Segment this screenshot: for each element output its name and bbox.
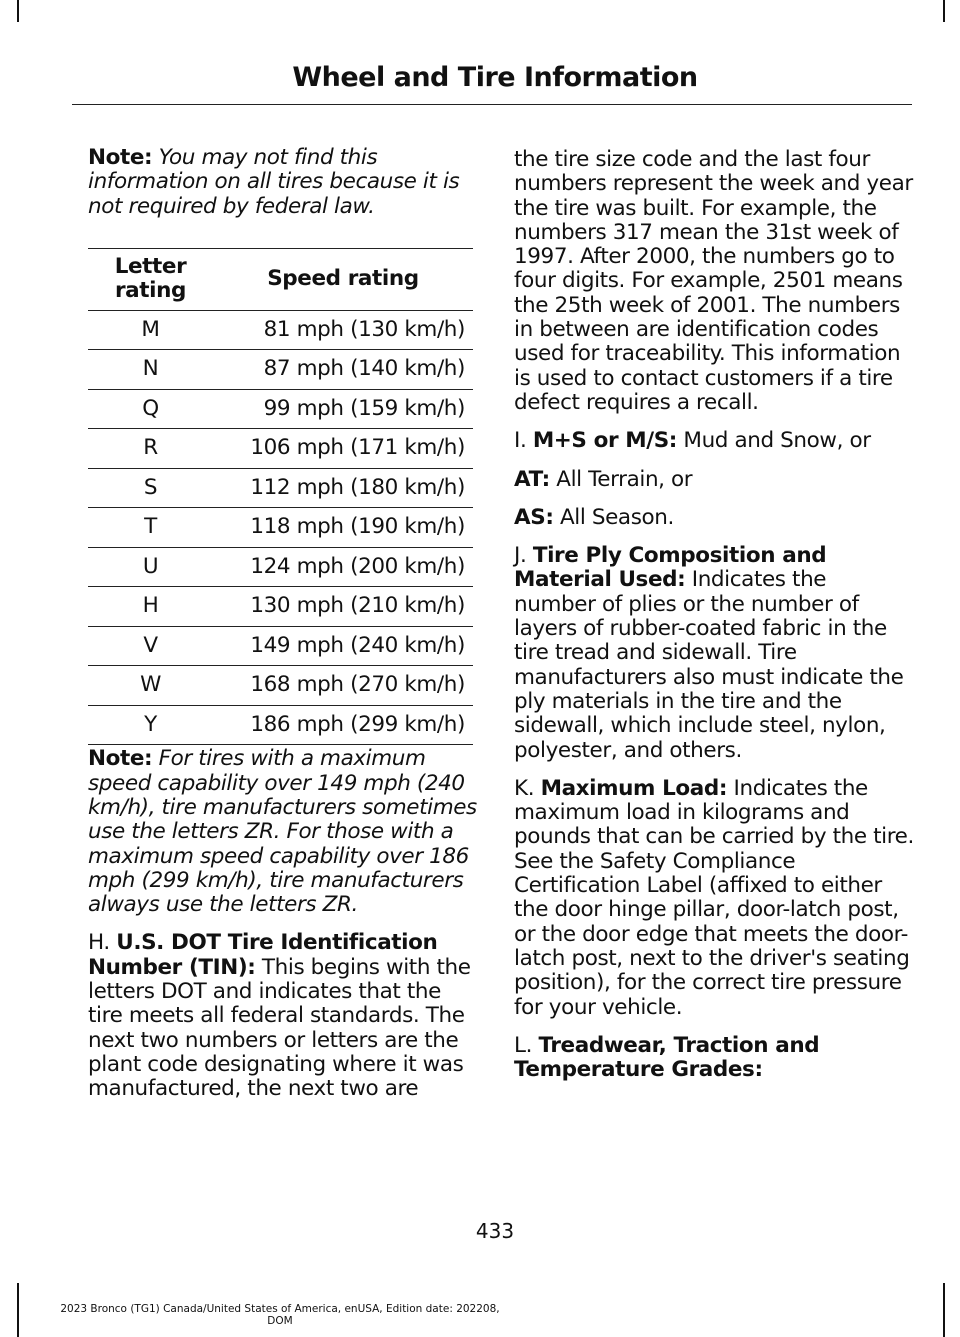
speed-cell: 99 mph (159 km/h) [213, 389, 473, 429]
speed-cell: 81 mph (130 km/h) [213, 310, 473, 350]
page-title: Wheel and Tire Information [292, 62, 698, 93]
letter-cell: U [88, 547, 213, 587]
note-text: You may not find this information on all tires because it is not required by federal law. [88, 145, 460, 219]
table-row [88, 508, 473, 548]
speed-cell: 168 mph (270 km/h) [213, 666, 473, 706]
letter-cell: W [88, 666, 213, 706]
note-zr-rating [88, 747, 480, 917]
section-text: This begins with the letters DOT and indicates that the tire meets all federal standards. The next two numbers or letters are the plant code designating where it was manufactured, the next two are [88, 954, 471, 1102]
section-h-tin [88, 931, 480, 1101]
section-k-load [514, 777, 914, 1020]
speed-cell: 149 mph (240 km/h) [213, 626, 473, 666]
table-header-row [88, 248, 473, 310]
edition-footer: 2023 Bronco (TG1) Canada/United States of America, enUSA, Edition date: 202208, DOM [60, 1303, 500, 1327]
section-j-ply [514, 544, 914, 763]
table-row [88, 547, 473, 587]
note-label: Note: [88, 746, 153, 772]
speed-rating-header: Speed rating [213, 248, 473, 310]
crop-mark-bottom-left [17, 1283, 19, 1337]
section-as [514, 506, 914, 530]
title-divider [72, 104, 912, 105]
section-i-ms [514, 429, 914, 453]
speed-cell: 112 mph (180 km/h) [213, 468, 473, 508]
table-row [88, 626, 473, 666]
speed-cell: 124 mph (200 km/h) [213, 547, 473, 587]
section-term: Maximum Load: [540, 775, 728, 801]
table-row [88, 587, 473, 627]
note-text: For tires with a maximum speed capability over 149 mph (240 km/h), tire manufacturers sometimes use the letters ZR. For those with a maximum speed capability over 186 mph (299 km/h), tire manufacturers always use the letters ZR. [88, 746, 477, 918]
section-letter: H. [88, 930, 117, 956]
table-row [88, 350, 473, 390]
section-letter: I. [514, 428, 533, 454]
section-term: U.S. DOT Tire Identification Number (TIN): [88, 930, 438, 980]
crop-mark-top-left [17, 0, 19, 22]
section-letter: L. [514, 1032, 539, 1058]
section-letter: K. [514, 775, 541, 801]
section-at [514, 468, 914, 492]
section-term: Tire Ply Composition and Material Used: [514, 543, 827, 593]
speed-cell: 106 mph (171 km/h) [213, 429, 473, 469]
letter-cell: H [88, 587, 213, 627]
page-number: 433 [475, 1219, 515, 1243]
tin-continued-text: the tire size code and the last four numbers represent the week and year the tire was built. For example, the numbers 317 mean the 31st week of 1997. After 2000, the numbers go to four digits. For example, 2501 means the 25th week of 2001. The numbers in between are identification codes used for traceability. This information is used to contact customers if a tire defect requires a recall. [514, 147, 913, 415]
right-column [514, 148, 914, 1082]
speed-cell: 186 mph (299 km/h) [213, 705, 473, 745]
table-row [88, 705, 473, 745]
left-column [88, 146, 480, 1102]
section-text: All Season. [553, 504, 674, 530]
section-l-grades [514, 1034, 914, 1083]
letter-cell: T [88, 508, 213, 548]
section-text: Mud and Snow, or [676, 428, 871, 454]
table-row [88, 468, 473, 508]
table-row [88, 429, 473, 469]
letter-cell: S [88, 468, 213, 508]
section-text: Indicates the maximum load in kilograms and pounds that can be carried by the tire. See the Safety Compliance Certification Label (affixed to either the door hinge pillar, door-latch post, or the door edge that meets the door-latch post, next to the driver's seating position), for the correct tire pressure for your vehicle. [514, 775, 914, 1020]
section-term: M+S or M/S: [532, 428, 677, 454]
section-letter: J. [514, 543, 533, 569]
table-row [88, 389, 473, 429]
letter-cell: M [88, 310, 213, 350]
note-federal-law [88, 146, 480, 219]
section-term: AT: [514, 466, 550, 492]
letter-rating-header: Letter rating [88, 248, 213, 310]
crop-mark-bottom-right [943, 1283, 945, 1337]
letter-cell: N [88, 350, 213, 390]
table-row [88, 310, 473, 350]
section-text: All Terrain, or [549, 466, 693, 492]
letter-cell: Q [88, 389, 213, 429]
crop-mark-top-right [943, 0, 945, 22]
speed-cell: 118 mph (190 km/h) [213, 508, 473, 548]
letter-cell: V [88, 626, 213, 666]
note-label: Note: [88, 145, 153, 170]
speed-cell: 130 mph (210 km/h) [213, 587, 473, 627]
section-term: AS: [514, 504, 554, 530]
letter-cell: Y [88, 705, 213, 745]
section-text: Indicates the number of plies or the number of layers of rubber-coated fabric in the tire tread and sidewall. Tire manufacturers also must indicate the ply materials in the tire and the sidewall, which include steel, nylon, polyester, and others. [514, 567, 904, 763]
letter-cell: R [88, 429, 213, 469]
table-row [88, 666, 473, 706]
speed-cell: 87 mph (140 km/h) [213, 350, 473, 390]
section-term: Treadwear, Traction and Temperature Grades: [514, 1032, 820, 1083]
speed-rating-table [88, 248, 473, 746]
